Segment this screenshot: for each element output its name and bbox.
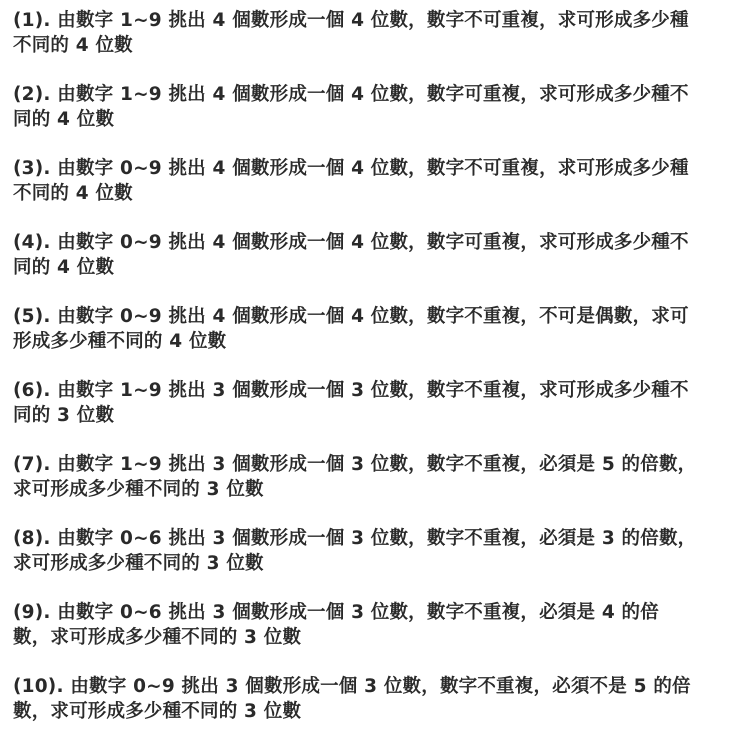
problem-line: 不同的 4 位數 bbox=[13, 34, 133, 56]
problem-line: 不同的 4 位數 bbox=[13, 182, 133, 204]
problem-2 bbox=[13, 83, 731, 132]
problem-4 bbox=[13, 231, 731, 280]
problem-line: (8). 由數字 0~6 挑出 3 個數形成一個 3 位數，數字不重複，必須是 3 的倍數， bbox=[13, 528, 697, 549]
problem-line: (9). 由數字 0~6 挑出 3 個數形成一個 3 位數，數字不重複，必須是 4 的倍 bbox=[13, 602, 659, 623]
problem-line: (1). 由數字 1~9 挑出 4 個數形成一個 4 位數，數字不可重複，求可形成多少種 bbox=[13, 10, 689, 31]
problem-5 bbox=[13, 305, 731, 354]
problem-line: (5). 由數字 0~9 挑出 4 個數形成一個 4 位數，數字不重複，不可是偶數，求可 bbox=[13, 306, 689, 327]
problem-line: (4). 由數字 0~9 挑出 4 個數形成一個 4 位數，數字可重複，求可形成多少種不 bbox=[13, 232, 689, 253]
problem-line: 求可形成多少種不同的 3 位數 bbox=[13, 478, 264, 500]
problem-line: (6). 由數字 1~9 挑出 3 個數形成一個 3 位數，數字不重複，求可形成多少種不 bbox=[13, 380, 689, 401]
problem-line: 數，求可形成多少種不同的 3 位數 bbox=[13, 700, 302, 722]
problem-line: (7). 由數字 1~9 挑出 3 個數形成一個 3 位數，數字不重複，必須是 5 的倍數， bbox=[13, 454, 697, 475]
problem-8 bbox=[13, 527, 731, 576]
problem-7 bbox=[13, 453, 731, 502]
problem-10 bbox=[13, 675, 731, 724]
problem-3 bbox=[13, 157, 731, 206]
problem-9 bbox=[13, 601, 731, 650]
problem-line: (3). 由數字 0~9 挑出 4 個數形成一個 4 位數，數字不可重複，求可形成多少種 bbox=[13, 158, 689, 179]
problem-6 bbox=[13, 379, 731, 428]
problem-line: 同的 3 位數 bbox=[13, 404, 115, 426]
problem-line: 同的 4 位數 bbox=[13, 108, 115, 130]
problem-list bbox=[13, 9, 731, 749]
problem-1 bbox=[13, 9, 731, 58]
problem-line: 數，求可形成多少種不同的 3 位數 bbox=[13, 626, 302, 648]
problem-line: 同的 4 位數 bbox=[13, 256, 115, 278]
problem-line: 求可形成多少種不同的 3 位數 bbox=[13, 552, 264, 574]
problem-line: (2). 由數字 1~9 挑出 4 個數形成一個 4 位數，數字可重複，求可形成多少種不 bbox=[13, 84, 689, 105]
problem-line: (10). 由數字 0~9 挑出 3 個數形成一個 3 位數，數字不重複，必須不是 5 的倍 bbox=[13, 676, 691, 697]
problem-line: 形成多少種不同的 4 位數 bbox=[13, 330, 227, 352]
